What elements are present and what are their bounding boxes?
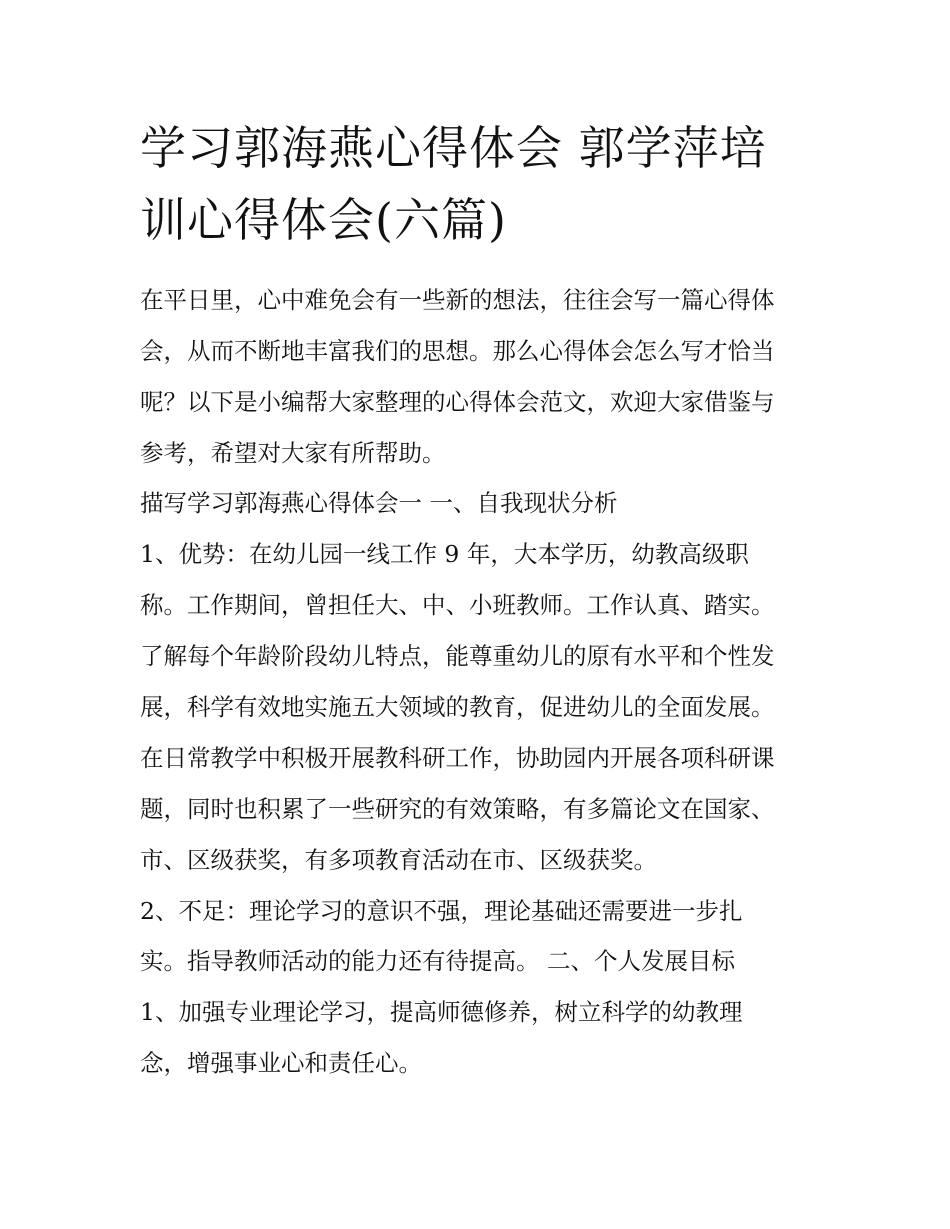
title-line-2: 训心得体会(六篇)	[140, 193, 507, 247]
title-line-1: 学习郭海燕心得体会 郭学萍培	[140, 121, 767, 175]
body-line-16: 念，增强事业心和责任心。	[140, 1049, 422, 1077]
body-line-3: 呢？以下是小编帮大家整理的心得体会范文，欢迎大家借鉴与	[140, 388, 775, 416]
body-line-2: 会，从而不断地丰富我们的思想。那么心得体会怎么写才恰当	[140, 337, 775, 365]
body-line-7: 称。工作期间，曾担任大、中、小班教师。工作认真、踏实。	[140, 591, 775, 619]
section-heading: 描写学习郭海燕心得体会一 一、自我现状分析	[140, 489, 618, 517]
body-line-10: 在日常教学中积极开展教科研工作，协助园内开展各项科研课	[140, 744, 775, 772]
body-line-14: 实。指导教师活动的能力还有待提高。 二、个人发展目标	[140, 947, 735, 975]
body-line-4: 参考，希望对大家有所帮助。	[140, 439, 446, 467]
body-line-11: 题，同时也积累了一些研究的有效策略，有多篇论文在国家、	[140, 795, 775, 823]
body-line-1: 在平日里，心中难免会有一些新的想法，往往会写一篇心得体	[140, 286, 775, 314]
body-line-13: 2、不足：理论学习的意识不强，理论基础还需要进一步扎	[140, 897, 743, 925]
body-line-6: 1、优势：在幼儿园一线工作 9 年，大本学历，幼教高级职	[140, 540, 749, 568]
body-line-15: 1、加强专业理论学习，提高师德修养，树立科学的幼教理	[140, 998, 743, 1026]
body-line-8: 了解每个年龄阶段幼儿特点，能尊重幼儿的原有水平和个性发	[140, 642, 775, 670]
document-title	[140, 112, 820, 256]
body-line-12: 市、区级获奖，有多项教育活动在市、区级获奖。	[140, 846, 657, 874]
body-line-9: 展，科学有效地实施五大领域的教育，促进幼儿的全面发展。	[140, 693, 775, 721]
